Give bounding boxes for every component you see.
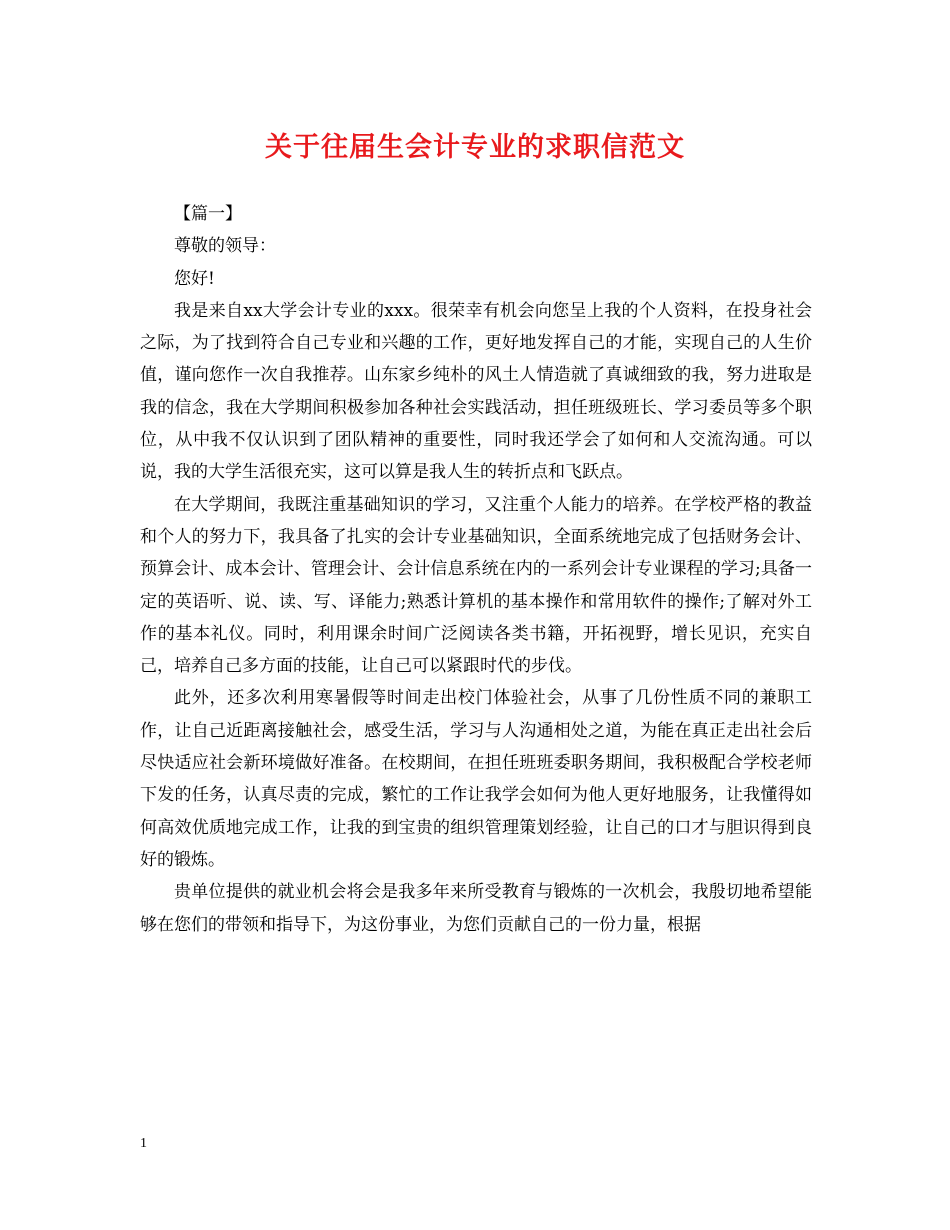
- paragraph-4: 贵单位提供的就业机会将会是我多年来所受教育与锻炼的一次机会，我殷切地希望能够在您们的带领和指导下，为这份事业，为您们贡献自己的一份力量，根据: [140, 882, 812, 935]
- document-body: [140, 198, 812, 941]
- paragraph-1: 我是来自xx大学会计专业的xxx。很荣幸有机会向您呈上我的个人资料，在投身社会之际，为了找到符合自己专业和兴趣的工作，更好地发挥自己的才能，实现自己的人生价值，谨向您作一次自我推荐。山东家乡纯朴的风土人情造就了真诚细致的我，努力进取是我的信念，我在大学期间积极参加各种社会实践活动，担任班级班长、学习委员等多个职位，从中我不仅认识到了团队精神的重要性，同时我还学会了如何和人交流沟通。可以说，我的大学生活很充实，这可以算是我人生的转折点和飞跃点。: [140, 300, 812, 483]
- page-number: 1: [140, 1136, 147, 1151]
- section-label: 【篇一】: [174, 204, 242, 224]
- greeting: 您好!: [174, 268, 215, 289]
- paragraph-3: 此外，还多次利用寒暑假等时间走出校门体验社会，从事了几份性质不同的兼职工作，让自己近距离接触社会，感受生活，学习与人沟通相处之道，为能在真正走出社会后尽快适应社会新环境做好准备。在校期间，在担任班班委职务期间，我积极配合学校老师下发的任务，认真尽责的完成，繁忙的工作让我学会如何为他人更好地服务，让我懂得如何高效优质地完成工作，让我的到宝贵的组织管理策划经验，让自己的口才与胆识得到良好的锻炼。: [140, 688, 812, 870]
- paragraph-2: 在大学期间，我既注重基础知识的学习，又注重个人能力的培养。在学校严格的教益和个人的努力下，我具备了扎实的会计专业基础知识，全面系统地完成了包括财务会计、预算会计、成本会计、管理会计、会计信息系统在内的一系列会计专业课程的学习;具备一定的英语听、说、读、写、译能力;熟悉计算机的基本操作和常用软件的操作;了解对外工作的基本礼仪。同时，利用课余时间广泛阅读各类书籍，开拓视野，增长见识，充实自己，培养自己多方面的技能，让自己可以紧跟时代的步伐。: [140, 494, 812, 677]
- document-title: 关于往届生会计专业的求职信范文: [265, 132, 685, 163]
- salutation: 尊敬的领导：: [174, 236, 276, 257]
